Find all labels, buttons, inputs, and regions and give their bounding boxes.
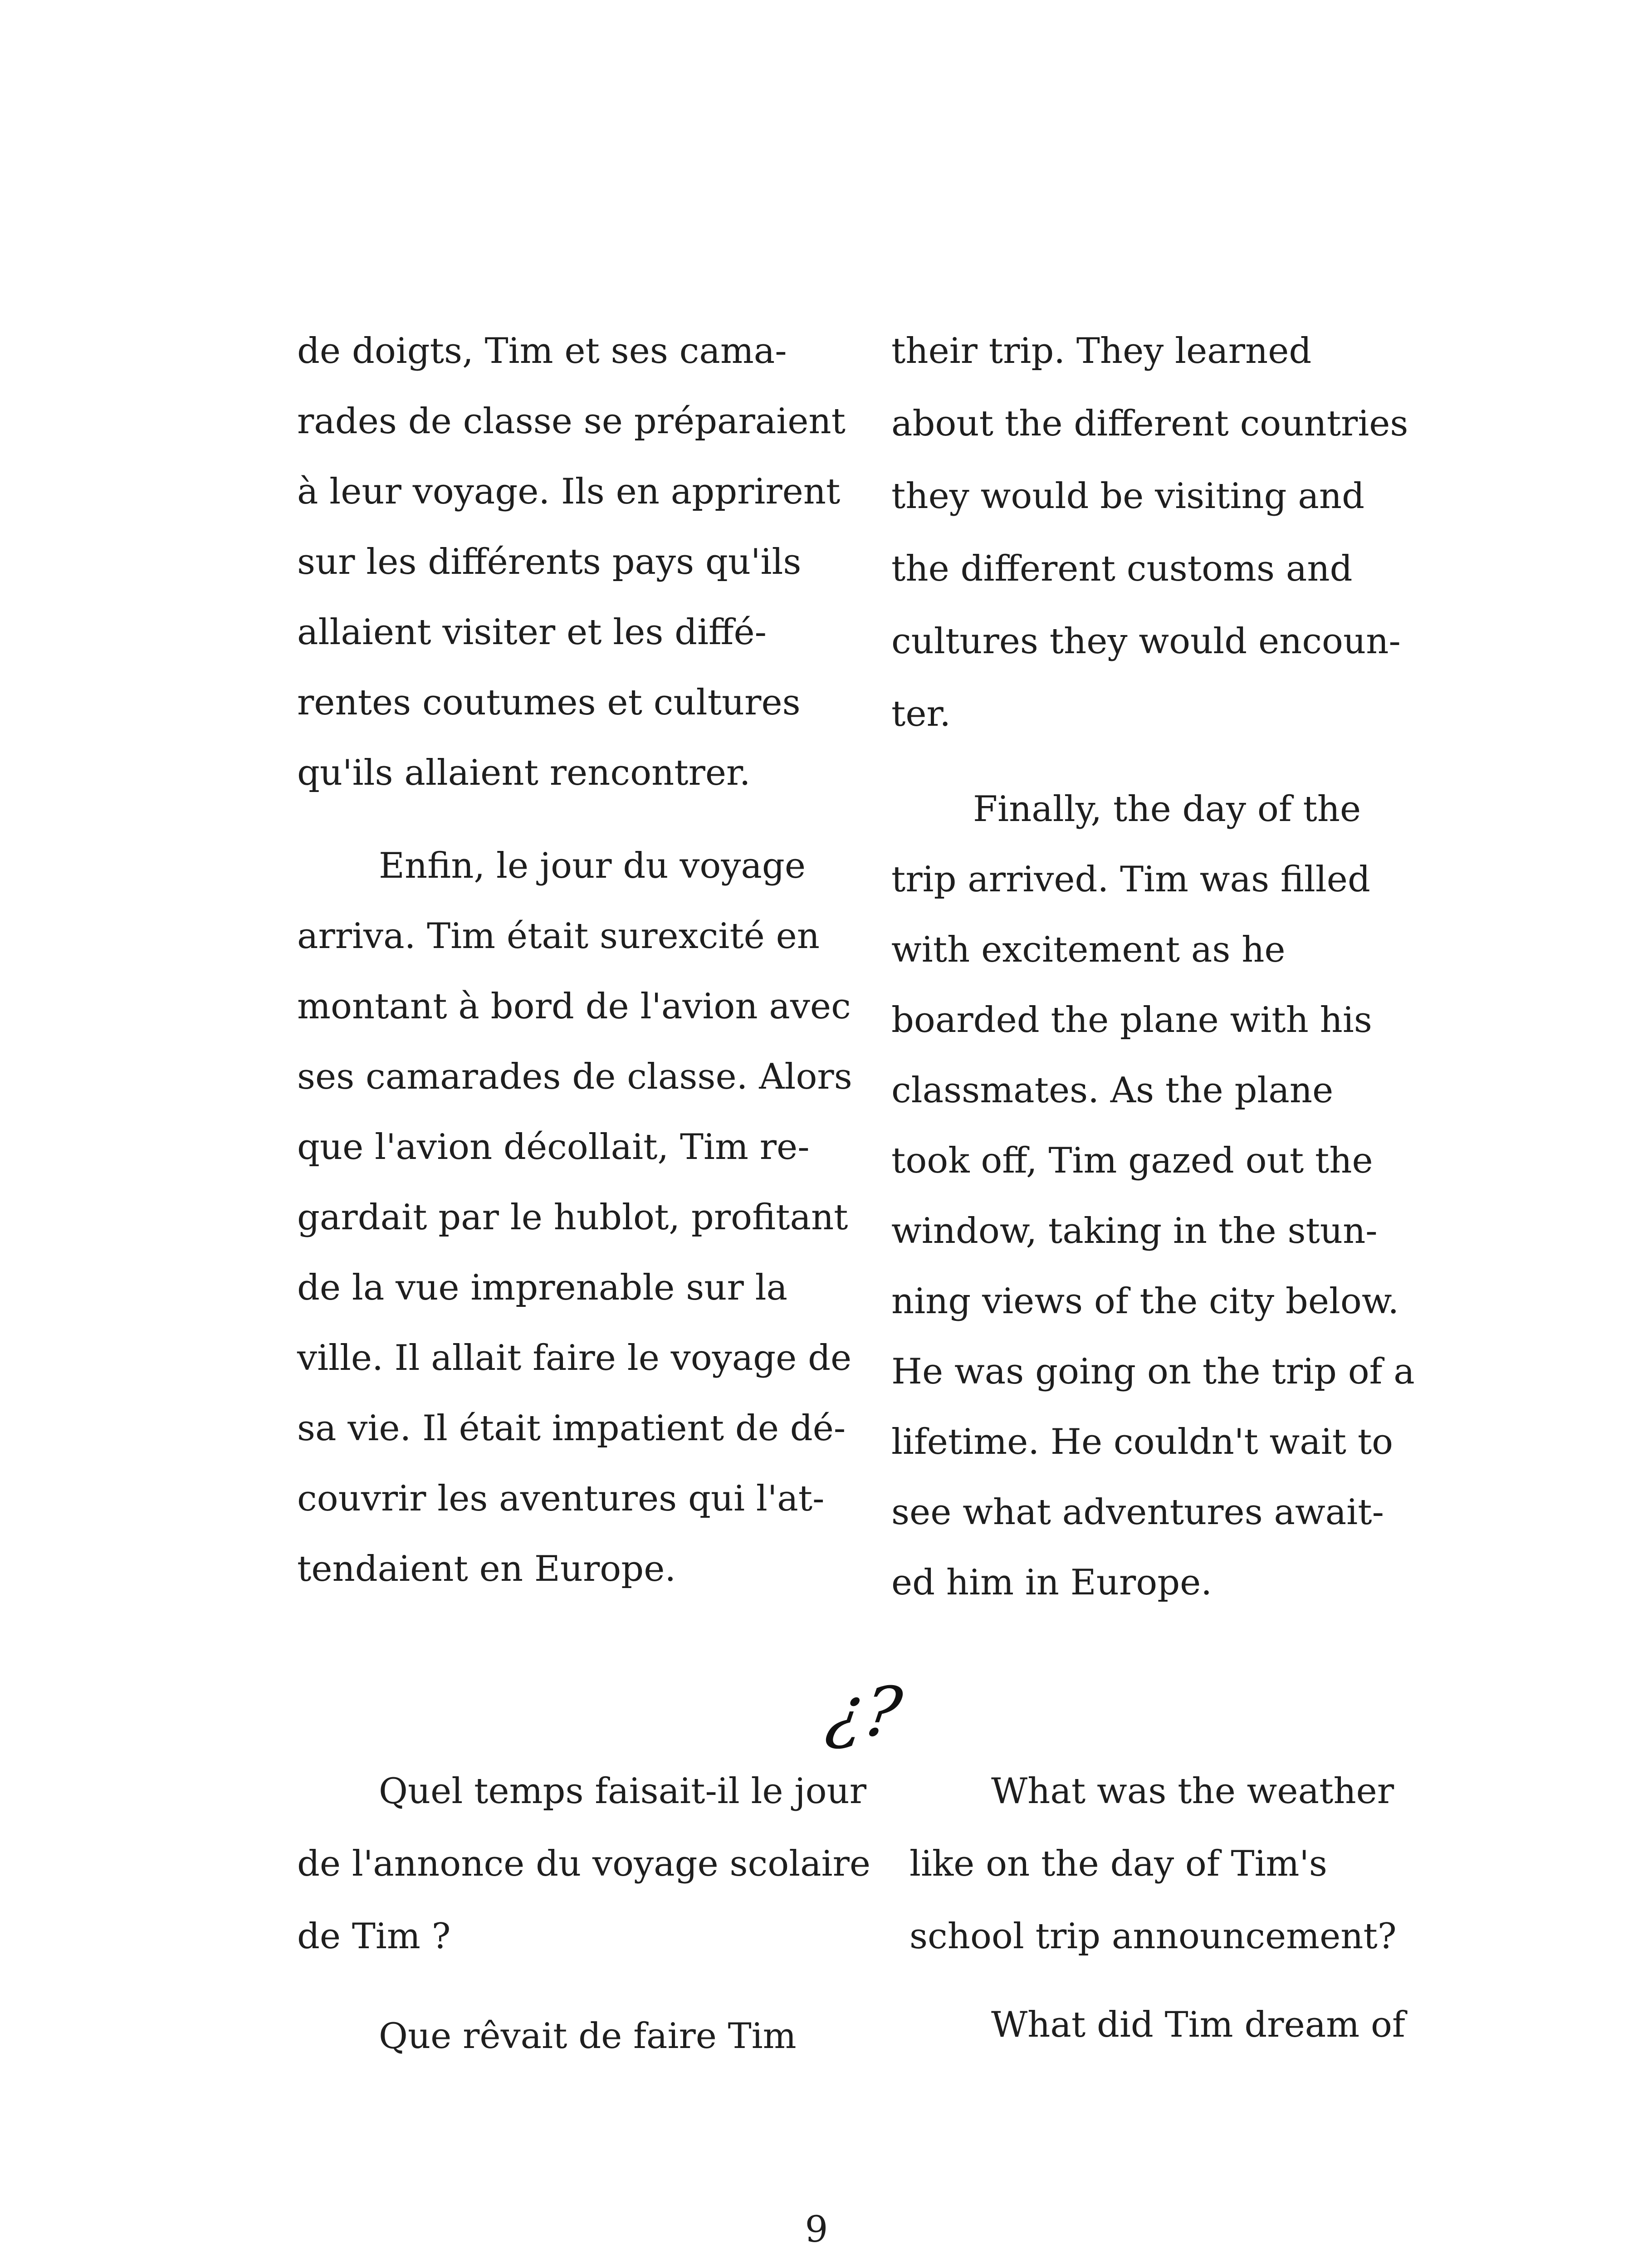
text-line: arriva. Tim était surexcité en (297, 916, 820, 957)
text-line: tendaient en Europe. (297, 1549, 676, 1589)
text-line: like on the day of Tim's (909, 1843, 1327, 1884)
text-line: window, taking in the stun- (891, 1211, 1378, 1251)
text-line: ed him in Europe. (891, 1562, 1213, 1603)
text-line: allaient visiter et les diffé- (297, 612, 767, 653)
text-line: rentes coutumes et cultures (297, 682, 801, 723)
text-line: de doigts, Tim et ses cama- (297, 331, 787, 371)
text-line: ning views of the city below. (891, 1281, 1399, 1322)
text-line: lifetime. He couldn't wait to (891, 1422, 1393, 1462)
text-line: montant à bord de l'avion avec (297, 986, 851, 1027)
text-line: Enfin, le jour du voyage (379, 846, 806, 886)
text-line: their trip. They learned (891, 331, 1312, 371)
text-line: ville. Il allait faire le voyage de (297, 1338, 852, 1378)
text-line: see what adventures await- (891, 1492, 1384, 1533)
text-line: sa vie. Il était impatient de dé- (297, 1408, 846, 1449)
text-line: took off, Tim gazed out the (891, 1140, 1373, 1181)
text-line: Finally, the day of the (973, 789, 1361, 830)
text-line: Quel temps faisait-il le jour (379, 1771, 867, 1812)
text-line: trip arrived. Tim was filled (891, 859, 1370, 900)
text-line: school trip announcement? (909, 1916, 1397, 1957)
text-line: qu'ils allaient rencontrer. (297, 753, 751, 793)
question-divider-mark: ¿? (822, 1673, 907, 1752)
text-line: with excitement as he (891, 929, 1286, 970)
text-line: couvrir les aventures qui l'at- (297, 1478, 825, 1519)
text-line: What was the weather (991, 1771, 1394, 1812)
text-line: classmates. As the plane (891, 1070, 1334, 1111)
text-line: about the different countries (891, 403, 1408, 444)
text-line: que l'avion décollait, Tim re- (297, 1127, 810, 1168)
text-line: gardait par le hublot, profitant (297, 1197, 848, 1238)
text-line: Que rêvait de faire Tim (379, 2016, 797, 2057)
text-line: de Tim ? (297, 1916, 451, 1957)
text-line: they would be visiting and (891, 476, 1365, 517)
text-line: What did Tim dream of (991, 2004, 1405, 2045)
text-line: sur les différents pays qu'ils (297, 542, 802, 582)
text-line: ter. (891, 694, 951, 734)
text-line: cultures they would encoun- (891, 621, 1401, 662)
text-line: ses camarades de classe. Alors (297, 1056, 852, 1097)
page-number: 9 (805, 2208, 828, 2250)
text-line: de l'annonce du voyage scolaire (297, 1843, 871, 1884)
text-line: de la vue imprenable sur la (297, 1267, 788, 1308)
text-line: à leur voyage. Ils en apprirent (297, 471, 841, 512)
text-line: the different customs and (891, 548, 1353, 589)
text-line: rades de classe se préparaient (297, 401, 846, 442)
text-line: He was going on the trip of a (891, 1351, 1415, 1392)
text-line: boarded the plane with his (891, 1000, 1372, 1041)
